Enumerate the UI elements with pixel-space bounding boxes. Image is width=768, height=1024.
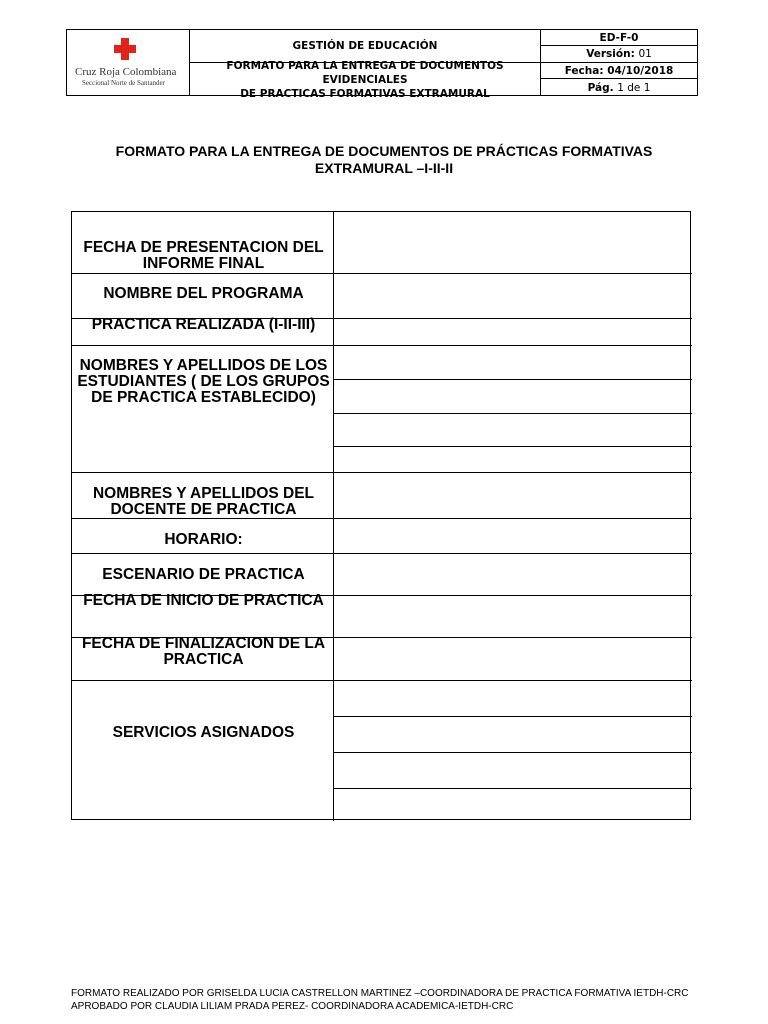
page-label: Pág. <box>587 81 614 94</box>
logo-subtitle: Seccional Norte de Santander <box>82 79 165 87</box>
page-title <box>90 143 678 177</box>
version-label: Versión: <box>586 48 635 60</box>
start-date-field[interactable] <box>334 596 692 637</box>
page-title-line2: EXTRAMURAL –I-II-II <box>314 160 454 176</box>
footer-author: FORMATO REALIZADO POR GRISELDA LUCIA CASTRELLON MARTINEZ –COORDINADORA DE PRACTICA FORMATIVA IETDH-CRC <box>71 988 689 999</box>
logo-name: Cruz Roja Colombiana <box>75 66 177 78</box>
label-program-name: NOMBRE DEL PROGRAMA <box>103 285 304 302</box>
format-title-line2: DE PRACTICAS FORMATIVAS EXTRAMURAL <box>240 87 490 100</box>
practice-setting-field[interactable] <box>334 554 692 595</box>
label-start-date: FECHA DE INICIO DE PRACTICA <box>83 592 324 609</box>
document-date: Fecha: 04/10/2018 <box>564 64 674 77</box>
student-name-field[interactable] <box>334 447 692 472</box>
version-value: 01 <box>638 48 652 60</box>
label-schedule: HORARIO: <box>164 531 243 548</box>
label-end-date: FECHA DE FINALIZACION DE LA PRACTICA <box>81 635 326 668</box>
practice-done-field[interactable] <box>334 319 692 345</box>
label-assigned-services: SERVICIOS ASIGNADOS <box>112 724 295 741</box>
practice-form-table <box>71 211 691 820</box>
presentation-date-field[interactable] <box>334 212 692 273</box>
label-practice-done: PRACTICA REALIZADA (I-II-III) <box>91 316 316 333</box>
assigned-service-field[interactable] <box>334 753 692 788</box>
format-title-line1: FORMATO PARA LA ENTREGA DE DOCUMENTOS EVIDENCIALES <box>226 59 504 86</box>
student-name-field[interactable] <box>334 380 692 413</box>
department-title: GESTIÓN DE EDUCACIÓN <box>292 40 438 52</box>
assigned-service-field[interactable] <box>334 717 692 752</box>
assigned-service-field[interactable] <box>334 789 692 820</box>
label-student-names: NOMBRES Y APELLIDOS DE LOS ESTUDIANTES ( DE LOS GRUPOS DE PRACTICA ESTABLECIDO) <box>77 357 330 406</box>
page-value: 1 de 1 <box>617 81 651 94</box>
assigned-service-field[interactable] <box>334 681 692 716</box>
document-code: ED-F-0 <box>599 31 639 44</box>
red-cross-logo-icon <box>114 38 136 60</box>
label-teacher-name: NOMBRES Y APELLIDOS DEL DOCENTE DE PRACTICA <box>92 485 315 518</box>
program-name-field[interactable] <box>334 274 692 318</box>
end-date-field[interactable] <box>334 638 692 680</box>
page-title-line1: FORMATO PARA LA ENTREGA DE DOCUMENTOS DE PRÁCTICAS FORMATIVAS <box>115 143 653 159</box>
version <box>541 46 697 62</box>
label-practice-setting: ESCENARIO DE PRACTICA <box>102 566 305 583</box>
footer-approval: APROBADO POR CLAUDIA LILIAM PRADA PEREZ- COORDINADORA ACADEMICA-IETDH-CRC <box>71 1001 514 1012</box>
format-title <box>190 59 540 100</box>
student-name-field[interactable] <box>334 414 692 446</box>
document-header <box>66 29 698 100</box>
label-presentation-date: FECHA DE PRESENTACION DEL INFORME FINAL <box>83 239 324 272</box>
page-number <box>541 79 697 96</box>
student-name-field[interactable] <box>334 346 692 379</box>
teacher-name-field[interactable] <box>334 473 692 518</box>
schedule-field[interactable] <box>334 519 692 553</box>
